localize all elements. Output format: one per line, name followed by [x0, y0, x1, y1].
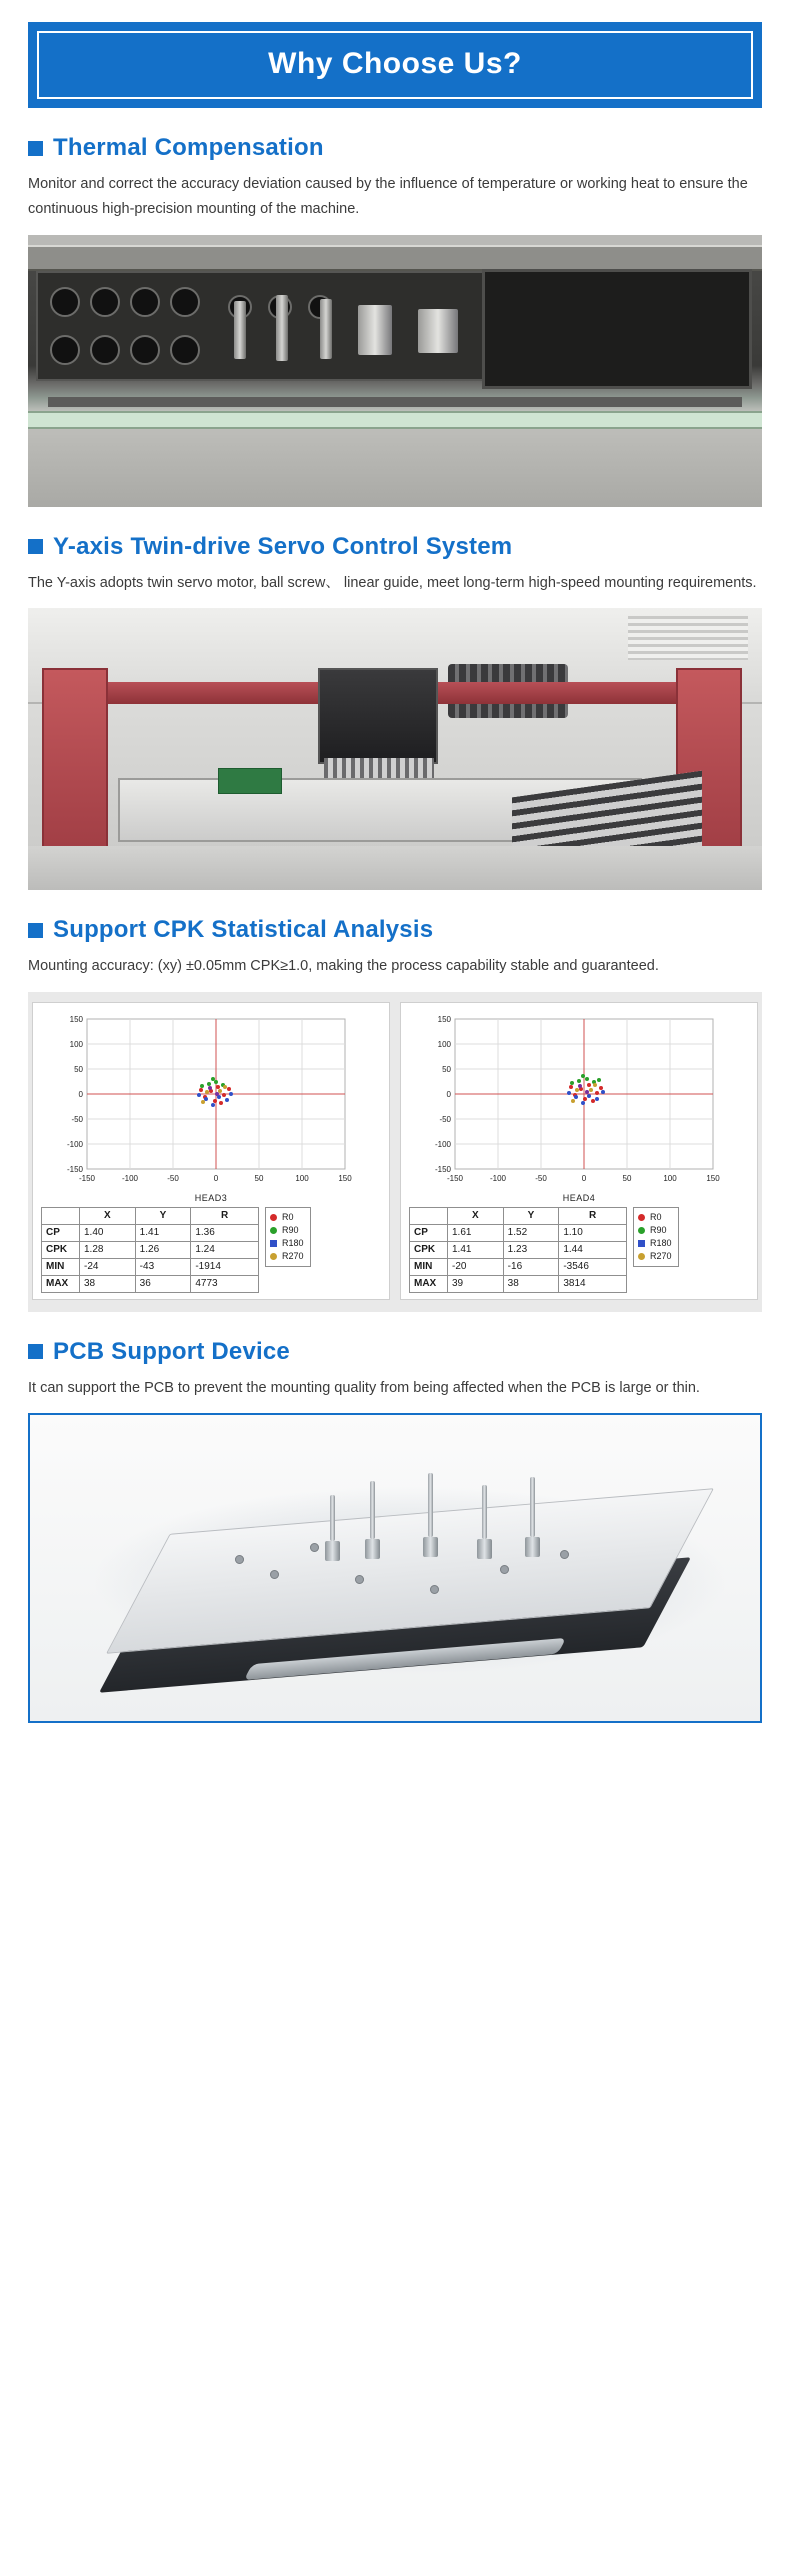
photo-dark-compartment: [482, 269, 752, 389]
legend-label: R90: [282, 1224, 299, 1235]
photo-support-pin-base: [325, 1541, 340, 1561]
col-r: R: [559, 1207, 627, 1224]
svg-text:0: 0: [78, 1089, 83, 1099]
photo-tray-hole: [170, 287, 200, 317]
scatter-xlabel: HEAD3: [194, 1192, 228, 1203]
cell-y: 36: [135, 1275, 191, 1292]
cell-r: 3814: [559, 1275, 627, 1292]
photo-support-pin-base: [365, 1539, 380, 1559]
photo-support-pin-base: [423, 1537, 438, 1557]
svg-text:0: 0: [446, 1089, 451, 1099]
svg-text:-150: -150: [66, 1164, 83, 1174]
photo-pcb-board: [218, 768, 282, 794]
row-label: CP: [42, 1224, 80, 1241]
svg-text:-100: -100: [434, 1139, 451, 1149]
cell-y: -43: [135, 1258, 191, 1275]
photo-tray-hole: [50, 335, 80, 365]
photo-plate-hole: [270, 1570, 279, 1579]
banner-title: Why Choose Us?: [268, 47, 522, 80]
cell-x: 39: [448, 1275, 504, 1292]
legend-label: R180: [282, 1237, 304, 1248]
section-cpk-analysis: [28, 916, 762, 1311]
section-heading: [28, 134, 762, 162]
legend-label: R0: [282, 1211, 294, 1222]
legend-label: R270: [282, 1250, 304, 1261]
legend-label: R180: [650, 1237, 672, 1248]
svg-text:-100: -100: [66, 1139, 83, 1149]
cell-r: 1.44: [559, 1241, 627, 1258]
table-row: [42, 1224, 259, 1241]
legend-item: [270, 1224, 304, 1237]
photo-support-pin: [530, 1477, 535, 1537]
cell-x: 1.41: [448, 1241, 504, 1258]
svg-text:-150: -150: [446, 1173, 464, 1183]
section-thermal-compensation: [28, 134, 762, 507]
square-bullet-icon: [28, 539, 43, 554]
photo-tray-hole: [130, 287, 160, 317]
cpk-analysis-charts: [28, 992, 762, 1312]
row-label: MAX: [410, 1275, 448, 1292]
legend-marker-icon: [270, 1253, 277, 1260]
photo-calibration-pin: [320, 299, 332, 359]
photo-calibration-pin: [234, 301, 246, 359]
legend-marker-icon: [270, 1214, 277, 1221]
col-blank: [42, 1207, 80, 1224]
photo-support-pin-base: [525, 1537, 540, 1557]
col-y: Y: [135, 1207, 191, 1224]
legend-item: [638, 1237, 672, 1250]
legend-item: [270, 1211, 304, 1224]
cell-y: 1.52: [503, 1224, 559, 1241]
legend-marker-icon: [270, 1240, 277, 1247]
section-pcb-support-device: [28, 1338, 762, 1723]
photo-green-base-strip: [28, 411, 762, 429]
photo-floor: [28, 846, 762, 890]
svg-text:0: 0: [213, 1173, 219, 1183]
photo-plate-hole: [430, 1585, 439, 1594]
svg-text:150: 150: [338, 1173, 352, 1183]
cell-r: -3546: [559, 1258, 627, 1275]
photo-plate-hole: [500, 1565, 509, 1574]
svg-text:50: 50: [442, 1064, 451, 1074]
svg-text:150: 150: [706, 1173, 720, 1183]
cpk-table-head3: [41, 1207, 259, 1293]
svg-text:100: 100: [295, 1173, 309, 1183]
svg-text:100: 100: [69, 1039, 83, 1049]
legend-item: [638, 1224, 672, 1237]
col-x: X: [448, 1207, 504, 1224]
svg-text:150: 150: [69, 1014, 83, 1024]
section-description: It can support the PCB to prevent the mounting quality from being affected when the PCB is large or thin.: [28, 1379, 700, 1396]
cpk-card-head4: [400, 1002, 758, 1300]
cell-y: 38: [503, 1275, 559, 1292]
chart-legend-head4: [633, 1207, 679, 1267]
photo-support-pin-base: [477, 1539, 492, 1559]
svg-text:50: 50: [254, 1173, 264, 1183]
square-bullet-icon: [28, 1344, 43, 1359]
section-description: Monitor and correct the accuracy deviation caused by the influence of temperature or working heat to ensure the continuous high-precision mounting of the machine.: [28, 176, 748, 218]
table-header-row: [410, 1207, 627, 1224]
legend-marker-icon: [638, 1227, 645, 1234]
photo-rail-strip: [48, 397, 742, 407]
svg-text:100: 100: [437, 1039, 451, 1049]
cell-x: 38: [80, 1275, 136, 1292]
cpk-card-head3: [32, 1002, 390, 1300]
scatter-plot-head3: [43, 1011, 379, 1191]
svg-text:-50: -50: [167, 1173, 179, 1183]
photo-placement-head: [318, 668, 438, 764]
legend-item: [638, 1211, 672, 1224]
section-title: Y-axis Twin-drive Servo Control System: [53, 532, 513, 560]
svg-text:150: 150: [437, 1014, 451, 1024]
section-description: Mounting accuracy: (xy) ±0.05mm CPK≥1.0, making the process capability stable and guaranteed.: [28, 958, 659, 975]
photo-support-pin: [370, 1481, 375, 1539]
photo-left-servo-rail: [42, 668, 108, 868]
table-row: [42, 1275, 259, 1292]
cell-y: 1.26: [135, 1241, 191, 1258]
svg-text:-100: -100: [489, 1173, 507, 1183]
legend-item: [270, 1250, 304, 1263]
photo-plate-hole: [560, 1550, 569, 1559]
col-r: R: [191, 1207, 259, 1224]
section-heading: [28, 1338, 762, 1366]
cpk-stats-area: [39, 1203, 383, 1295]
row-label: CPK: [42, 1241, 80, 1258]
photo-tray-hole: [50, 287, 80, 317]
photo-support-pin: [428, 1473, 433, 1537]
table-row: [410, 1224, 627, 1241]
cell-y: -16: [503, 1258, 559, 1275]
photo-tray-hole: [130, 335, 160, 365]
table-header-row: [42, 1207, 259, 1224]
section-description: The Y-axis adopts twin servo motor, ball screw、 linear guide, meet long-term high-speed mounting requirements.: [28, 574, 757, 591]
photo-plate-hole: [310, 1543, 319, 1552]
cpk-table-head4: [409, 1207, 627, 1293]
svg-text:-50: -50: [439, 1114, 451, 1124]
svg-text:-50: -50: [535, 1173, 547, 1183]
banner-inner-frame: [37, 31, 753, 99]
svg-text:-50: -50: [71, 1114, 83, 1124]
svg-text:-100: -100: [121, 1173, 139, 1183]
legend-marker-icon: [638, 1240, 645, 1247]
thermal-compensation-photo: [28, 235, 762, 507]
row-label: MIN: [410, 1258, 448, 1275]
section-heading: [28, 533, 762, 561]
cell-r: 1.36: [191, 1224, 259, 1241]
square-bullet-icon: [28, 141, 43, 156]
legend-item: [638, 1250, 672, 1263]
photo-support-pin: [330, 1495, 335, 1541]
photo-support-pin: [482, 1485, 487, 1539]
photo-tray-hole: [170, 335, 200, 365]
chart-legend-head3: [265, 1207, 311, 1267]
table-row: [410, 1275, 627, 1292]
cell-x: 1.61: [448, 1224, 504, 1241]
photo-plate-hole: [235, 1555, 244, 1564]
legend-marker-icon: [638, 1214, 645, 1221]
photo-calibration-gauge: [358, 305, 392, 355]
legend-label: R270: [650, 1250, 672, 1261]
pcb-support-device-photo: [28, 1413, 762, 1723]
photo-machine-topbar: [28, 245, 762, 271]
table-row: [42, 1258, 259, 1275]
photo-floor: [28, 429, 762, 507]
row-label: MIN: [42, 1258, 80, 1275]
cell-r: 1.24: [191, 1241, 259, 1258]
table-row: [410, 1258, 627, 1275]
cell-y: 1.41: [135, 1224, 191, 1241]
table-row: [410, 1241, 627, 1258]
row-label: MAX: [42, 1275, 80, 1292]
col-x: X: [80, 1207, 136, 1224]
cell-x: -24: [80, 1258, 136, 1275]
section-title: Thermal Compensation: [53, 134, 324, 161]
col-y: Y: [503, 1207, 559, 1224]
legend-label: R90: [650, 1224, 667, 1235]
table-row: [42, 1241, 259, 1258]
section-title: Support CPK Statistical Analysis: [53, 916, 434, 944]
cpk-stats-area: [407, 1203, 751, 1295]
row-label: CP: [410, 1224, 448, 1241]
scatter-svg: [411, 1011, 757, 1191]
col-blank: [410, 1207, 448, 1224]
cell-r: -1914: [191, 1258, 259, 1275]
y-axis-twin-drive-photo: [28, 608, 762, 890]
cell-x: 1.40: [80, 1224, 136, 1241]
svg-text:0: 0: [581, 1173, 587, 1183]
photo-tray-hole: [90, 287, 120, 317]
cell-x: 1.28: [80, 1241, 136, 1258]
legend-label: R0: [650, 1211, 662, 1222]
svg-text:50: 50: [74, 1064, 83, 1074]
cell-r: 4773: [191, 1275, 259, 1292]
svg-text:50: 50: [622, 1173, 632, 1183]
legend-item: [270, 1237, 304, 1250]
scatter-xlabel: HEAD4: [562, 1192, 596, 1203]
photo-tray-hole: [90, 335, 120, 365]
photo-calibration-gauge: [418, 309, 458, 353]
legend-marker-icon: [638, 1253, 645, 1260]
svg-text:-150: -150: [434, 1164, 451, 1174]
cell-y: 1.23: [503, 1241, 559, 1258]
marketing-page: [0, 22, 790, 2559]
legend-marker-icon: [270, 1227, 277, 1234]
svg-text:-150: -150: [78, 1173, 96, 1183]
photo-vent-grille: [628, 616, 748, 660]
scatter-plot-head4: [411, 1011, 747, 1191]
why-choose-us-banner: [28, 22, 762, 108]
section-title: PCB Support Device: [53, 1337, 290, 1365]
photo-calibration-pin: [276, 295, 288, 361]
cell-x: -20: [448, 1258, 504, 1275]
square-bullet-icon: [28, 923, 43, 938]
row-label: CPK: [410, 1241, 448, 1258]
photo-plate-hole: [355, 1575, 364, 1584]
scatter-svg: [43, 1011, 389, 1191]
section-heading: [28, 916, 762, 944]
cell-r: 1.10: [559, 1224, 627, 1241]
svg-text:100: 100: [663, 1173, 677, 1183]
section-y-axis-twin-drive: [28, 533, 762, 890]
